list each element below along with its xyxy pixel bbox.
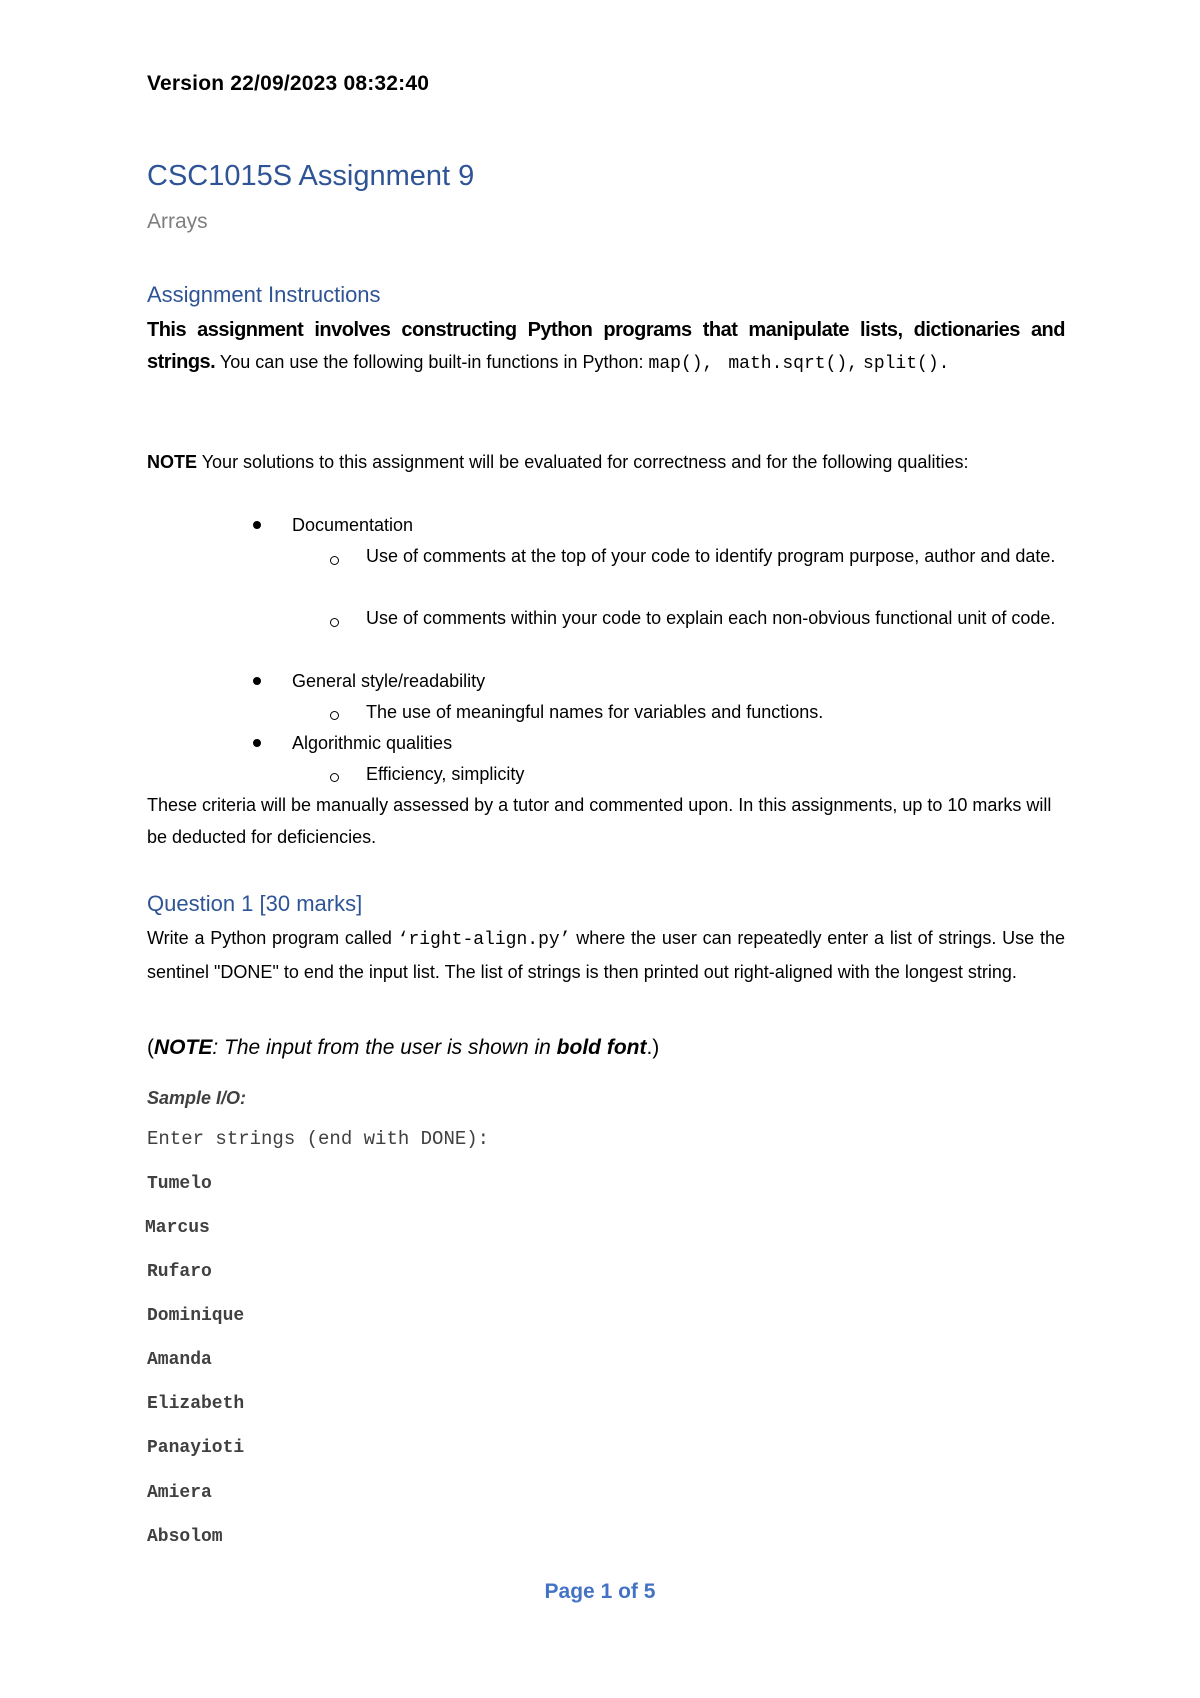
criterion-algorithmic: Algorithmic qualities <box>292 733 453 753</box>
instructions-lead: This assignment involves constructing Python programs that manipulate lists, dictionaries and strings. <box>147 319 1065 373</box>
criterion-sub-item: Efficiency, simplicity <box>366 764 525 784</box>
function-split: split(). <box>863 354 950 374</box>
instructions-intro: You can use the following built-in functions in Python: <box>215 352 649 372</box>
bullet-circle <box>330 773 339 782</box>
question1-note-bold: bold font <box>556 1036 647 1059</box>
bullet-dot <box>253 739 261 747</box>
instructions-heading: Assignment Instructions <box>147 282 381 307</box>
criterion-sub-item: The use of meaningful names for variables and functions. <box>366 702 824 722</box>
sample-input-line: Elizabeth <box>147 1394 245 1414</box>
question1-note: (NOTE: The input from the user is shown in bold font.) <box>147 1036 660 1059</box>
sample-input-line: Tumelo <box>147 1174 212 1194</box>
page-number: Page 1 of 5 <box>544 1580 656 1603</box>
question1-note-label: NOTE <box>154 1036 213 1059</box>
note-paragraph <box>147 446 1065 478</box>
criterion-sub-item: Use of comments within your code to explain each non-obvious functional unit of code. <box>366 608 1056 628</box>
sample-io-label: Sample I/O: <box>147 1088 247 1108</box>
sample-input-line: Dominique <box>147 1306 245 1326</box>
sample-input-line: Marcus <box>145 1218 210 1238</box>
instructions-paragraph <box>147 314 1065 380</box>
sample-prompt: Enter strings (end with DONE): <box>147 1128 490 1150</box>
sample-input-line: Panayioti <box>147 1438 245 1458</box>
note-label: NOTE <box>147 452 198 472</box>
question1-text-b: where the user can repeatedly enter a list of strings. Use the sentinel "DONE" to end the input list. The list of strings is then printed out right-aligned with the longest string. <box>147 928 1065 982</box>
criterion-style: General style/readability <box>292 671 486 691</box>
document-title: CSC1015S Assignment 9 <box>147 160 475 192</box>
bullet-dot <box>253 677 261 685</box>
sample-input-line: Amanda <box>147 1350 212 1370</box>
sample-input-line: Absolom <box>147 1527 223 1547</box>
question1-text-a: Write a Python program called <box>147 928 398 948</box>
closing-paragraph: These criteria will be manually assessed by a tutor and commented upon. In this assignments, up to 10 marks will be deducted for deficiencies. <box>147 795 1052 847</box>
question1-paragraph <box>147 922 1065 988</box>
sample-input-line: Amiera <box>147 1483 212 1503</box>
version-header: Version 22/09/2023 08:32:40 <box>147 72 430 95</box>
bullet-dot <box>253 521 261 529</box>
bullet-circle <box>330 711 339 720</box>
note-text: Your solutions to this assignment will be evaluated for correctness and for the following qualities: <box>197 452 969 472</box>
question1-heading: Question 1 [30 marks] <box>147 891 363 916</box>
sample-input-line: Rufaro <box>147 1262 212 1282</box>
criterion-sub-item: Use of comments at the top of your code to identify program purpose, author and date. <box>366 546 1056 566</box>
function-map: map(), <box>648 354 714 374</box>
function-sqrt: math.sqrt(), <box>728 354 858 374</box>
criterion-documentation: Documentation <box>292 515 414 535</box>
question1-filename: ‘right-align.py’ <box>397 930 571 950</box>
document-subtitle: Arrays <box>147 210 208 233</box>
